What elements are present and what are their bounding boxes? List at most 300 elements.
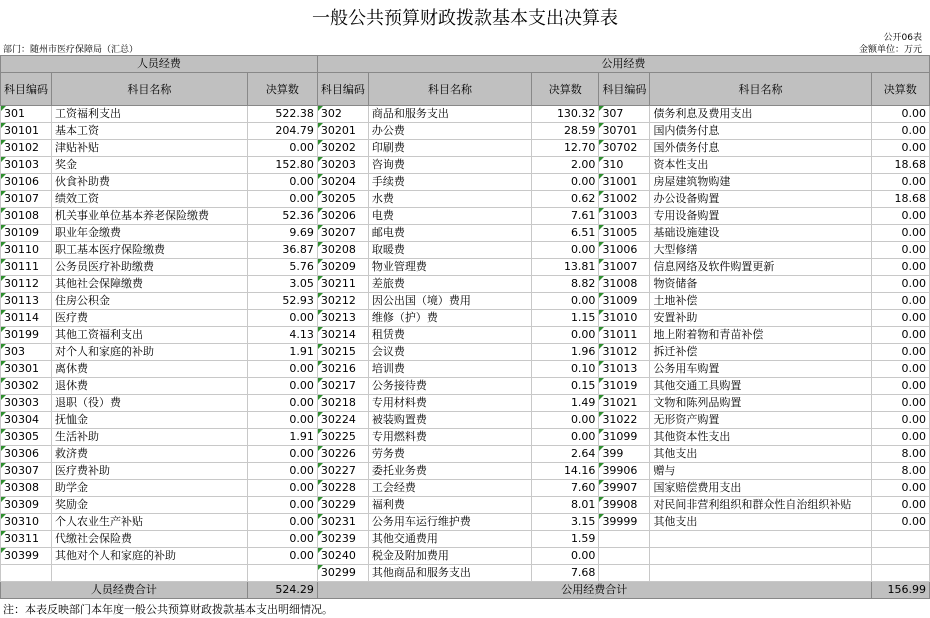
subject-code-cell: 30303 (1, 395, 52, 412)
header-code: 科目编码 (599, 73, 650, 106)
amount-cell: 0.00 (247, 140, 317, 157)
amount-cell: 4.13 (247, 327, 317, 344)
table-row (1, 293, 930, 310)
amount-cell: 1.59 (532, 531, 599, 548)
subject-name-cell: 职业年金缴费 (52, 225, 248, 242)
amount-cell: 0.00 (532, 242, 599, 259)
subject-code-cell: 30226 (317, 446, 368, 463)
subject-name-cell: 医疗费 (52, 310, 248, 327)
subject-code-cell: 30199 (1, 327, 52, 344)
subject-code-cell: 31001 (599, 174, 650, 191)
subject-code-cell: 30110 (1, 242, 52, 259)
group-public: 公用经费 (317, 56, 929, 73)
subject-code-cell: 30107 (1, 191, 52, 208)
subject-name-cell: 伙食补助费 (52, 174, 248, 191)
subject-code-cell: 30204 (317, 174, 368, 191)
amount-cell: 13.81 (532, 259, 599, 276)
amount-cell: 0.00 (247, 514, 317, 531)
subject-name-cell: 大型修缮 (650, 242, 871, 259)
subject-code-cell: 30311 (1, 531, 52, 548)
amount-cell: 0.00 (871, 293, 929, 310)
subject-name-cell: 福利费 (368, 497, 531, 514)
subject-code-cell: 31002 (599, 191, 650, 208)
subject-name-cell: 专用材料费 (368, 395, 531, 412)
table-row (1, 565, 930, 582)
subject-name-cell: 信息网络及软件购置更新 (650, 259, 871, 276)
subject-code-cell: 30227 (317, 463, 368, 480)
subject-name-cell: 住房公积金 (52, 293, 248, 310)
subject-code-cell: 39999 (599, 514, 650, 531)
subject-code-cell: 31010 (599, 310, 650, 327)
subject-code-cell: 30202 (317, 140, 368, 157)
subject-name-cell: 房屋建筑物购建 (650, 174, 871, 191)
amount-cell (871, 531, 929, 548)
subject-code-cell: 30109 (1, 225, 52, 242)
subject-code-cell: 30304 (1, 412, 52, 429)
subject-code-cell: 30301 (1, 361, 52, 378)
table-row (1, 174, 930, 191)
subject-code-cell: 302 (317, 106, 368, 123)
amount-cell: 1.49 (532, 395, 599, 412)
subject-name-cell: 奖金 (52, 157, 248, 174)
public-total-value: 156.99 (871, 582, 929, 599)
table-row (1, 225, 930, 242)
subject-name-cell: 其他交通工具购置 (650, 378, 871, 395)
subject-code-cell: 30214 (317, 327, 368, 344)
subject-code-cell: 30216 (317, 361, 368, 378)
table-row (1, 259, 930, 276)
amount-cell: 0.00 (247, 361, 317, 378)
amount-cell: 3.05 (247, 276, 317, 293)
subject-code-cell: 301 (1, 106, 52, 123)
subject-code-cell: 30240 (317, 548, 368, 565)
amount-cell: 0.00 (532, 412, 599, 429)
table-row (1, 157, 930, 174)
table-row (1, 514, 930, 531)
subject-code-cell: 30308 (1, 480, 52, 497)
subject-code-cell: 30203 (317, 157, 368, 174)
table-row (1, 531, 930, 548)
subject-name-cell: 退职（役）费 (52, 395, 248, 412)
subject-name-cell: 医疗费补助 (52, 463, 248, 480)
subject-code-cell: 30299 (317, 565, 368, 582)
amount-cell: 0.00 (871, 310, 929, 327)
subject-code-cell: 31009 (599, 293, 650, 310)
subject-name-cell: 职工基本医疗保险缴费 (52, 242, 248, 259)
subject-code-cell (1, 565, 52, 582)
amount-cell: 5.76 (247, 259, 317, 276)
amount-cell: 0.00 (871, 514, 929, 531)
amount-cell: 8.00 (871, 463, 929, 480)
subject-code-cell: 30108 (1, 208, 52, 225)
subject-name-cell: 安置补助 (650, 310, 871, 327)
subject-code-cell: 31011 (599, 327, 650, 344)
subject-name-cell (650, 548, 871, 565)
subject-code-cell: 303 (1, 344, 52, 361)
table-row (1, 361, 930, 378)
amount-cell: 0.00 (247, 463, 317, 480)
subject-name-cell: 物业管理费 (368, 259, 531, 276)
amount-cell: 0.00 (871, 412, 929, 429)
amount-cell (247, 565, 317, 582)
subject-name-cell: 电费 (368, 208, 531, 225)
subject-code-cell: 39907 (599, 480, 650, 497)
subject-code-cell: 399 (599, 446, 650, 463)
header-amount: 决算数 (532, 73, 599, 106)
amount-cell: 6.51 (532, 225, 599, 242)
subject-name-cell: 基本工资 (52, 123, 248, 140)
subject-name-cell (650, 531, 871, 548)
table-row (1, 327, 930, 344)
subject-name-cell: 印刷费 (368, 140, 531, 157)
amount-cell: 0.00 (871, 208, 929, 225)
subject-name-cell: 取暖费 (368, 242, 531, 259)
amount-cell: 1.15 (532, 310, 599, 327)
subject-name-cell: 文物和陈列品购置 (650, 395, 871, 412)
amount-cell: 0.00 (871, 276, 929, 293)
subject-name-cell: 税金及附加费用 (368, 548, 531, 565)
subject-code-cell (599, 565, 650, 582)
amount-cell: 1.96 (532, 344, 599, 361)
amount-cell: 0.00 (871, 344, 929, 361)
header-code: 科目编码 (1, 73, 52, 106)
subject-code-cell: 31099 (599, 429, 650, 446)
subject-code-cell: 30212 (317, 293, 368, 310)
header-amount: 决算数 (247, 73, 317, 106)
subject-code-cell: 30112 (1, 276, 52, 293)
subject-name-cell: 机关事业单位基本养老保险缴费 (52, 208, 248, 225)
subject-code-cell: 31007 (599, 259, 650, 276)
subject-name-cell: 抚恤金 (52, 412, 248, 429)
report-title: 一般公共预算财政拨款基本支出决算表 (312, 8, 618, 29)
subject-code-cell: 30225 (317, 429, 368, 446)
subject-name-cell: 公务接待费 (368, 378, 531, 395)
subject-code-cell: 30701 (599, 123, 650, 140)
table-row (1, 123, 930, 140)
amount-cell: 0.00 (871, 378, 929, 395)
table-row (1, 412, 930, 429)
amount-cell: 8.00 (871, 446, 929, 463)
amount-cell: 0.00 (532, 327, 599, 344)
subject-code-cell: 39908 (599, 497, 650, 514)
subject-name-cell: 土地补偿 (650, 293, 871, 310)
table-row (1, 548, 930, 565)
subject-code-cell: 30307 (1, 463, 52, 480)
amount-cell: 7.61 (532, 208, 599, 225)
personnel-total-value: 524.29 (247, 582, 317, 599)
subject-name-cell: 工会经费 (368, 480, 531, 497)
amount-cell: 36.87 (247, 242, 317, 259)
subject-name-cell: 培训费 (368, 361, 531, 378)
amount-cell: 0.00 (532, 548, 599, 565)
amount-cell: 8.82 (532, 276, 599, 293)
subject-code-cell: 30231 (317, 514, 368, 531)
subject-name-cell: 对个人和家庭的补助 (52, 344, 248, 361)
amount-cell: 0.00 (871, 429, 929, 446)
table-row (1, 378, 930, 395)
table-row (1, 446, 930, 463)
amount-cell: 14.16 (532, 463, 599, 480)
subject-code-cell: 31008 (599, 276, 650, 293)
amount-cell: 8.01 (532, 497, 599, 514)
subject-name-cell (650, 565, 871, 582)
subject-name-cell: 资本性支出 (650, 157, 871, 174)
subject-name-cell: 办公费 (368, 123, 531, 140)
amount-cell: 0.00 (247, 395, 317, 412)
amount-cell: 0.00 (871, 123, 929, 140)
subject-code-cell (599, 531, 650, 548)
subject-code-cell: 31013 (599, 361, 650, 378)
subject-name-cell: 商品和服务支出 (368, 106, 531, 123)
subject-code-cell: 30224 (317, 412, 368, 429)
subject-name-cell: 因公出国（境）费用 (368, 293, 531, 310)
table-row (1, 106, 930, 123)
amount-cell: 3.15 (532, 514, 599, 531)
amount-cell: 0.00 (247, 174, 317, 191)
subject-name-cell: 办公设备购置 (650, 191, 871, 208)
amount-cell: 7.60 (532, 480, 599, 497)
subject-name-cell: 其他交通费用 (368, 531, 531, 548)
subject-name-cell: 邮电费 (368, 225, 531, 242)
amount-cell: 130.32 (532, 106, 599, 123)
table-row (1, 463, 930, 480)
subject-code-cell: 30229 (317, 497, 368, 514)
subject-code-cell: 30305 (1, 429, 52, 446)
amount-cell: 7.68 (532, 565, 599, 582)
subject-name-cell: 专用燃料费 (368, 429, 531, 446)
subject-name-cell: 个人农业生产补贴 (52, 514, 248, 531)
amount-cell: 0.00 (871, 480, 929, 497)
subject-code-cell: 307 (599, 106, 650, 123)
subject-name-cell: 工资福利支出 (52, 106, 248, 123)
subject-code-cell: 30217 (317, 378, 368, 395)
unit-label: 金额单位：万元 (858, 45, 922, 55)
subject-name-cell: 其他社会保障缴费 (52, 276, 248, 293)
subject-name-cell: 手续费 (368, 174, 531, 191)
table-row (1, 276, 930, 293)
footnote: 注：本表反映部门本年度一般公共预算财政拨款基本支出明细情况。 (3, 603, 333, 616)
subject-code-cell: 30206 (317, 208, 368, 225)
amount-cell: 0.00 (247, 191, 317, 208)
subject-name-cell: 津贴补贴 (52, 140, 248, 157)
amount-cell: 9.69 (247, 225, 317, 242)
subject-code-cell: 31006 (599, 242, 650, 259)
amount-cell: 0.00 (247, 310, 317, 327)
amount-cell: 0.00 (247, 497, 317, 514)
table-row (1, 191, 930, 208)
subject-name-cell: 委托业务费 (368, 463, 531, 480)
subject-name-cell: 助学金 (52, 480, 248, 497)
amount-cell: 152.80 (247, 157, 317, 174)
header-name: 科目名称 (52, 73, 248, 106)
public-total-label: 公用经费合计 (317, 582, 871, 599)
subject-name-cell: 其他支出 (650, 446, 871, 463)
amount-cell: 0.00 (532, 293, 599, 310)
subject-code-cell: 30209 (317, 259, 368, 276)
subject-code-cell: 39906 (599, 463, 650, 480)
subject-name-cell: 公务员医疗补助缴费 (52, 259, 248, 276)
amount-cell: 0.00 (871, 174, 929, 191)
subject-code-cell: 31003 (599, 208, 650, 225)
amount-cell: 0.10 (532, 361, 599, 378)
amount-cell: 12.70 (532, 140, 599, 157)
personnel-total-label: 人员经费合计 (1, 582, 248, 599)
subject-code-cell: 30111 (1, 259, 52, 276)
subject-name-cell: 生活补助 (52, 429, 248, 446)
amount-cell: 28.59 (532, 123, 599, 140)
amount-cell: 0.00 (532, 429, 599, 446)
table-row (1, 429, 930, 446)
subject-code-cell: 30218 (317, 395, 368, 412)
amount-cell: 1.91 (247, 344, 317, 361)
subject-code-cell: 30310 (1, 514, 52, 531)
subject-code-cell: 30201 (317, 123, 368, 140)
table-row (1, 395, 930, 412)
subject-name-cell: 维修（护）费 (368, 310, 531, 327)
amount-cell: 18.68 (871, 191, 929, 208)
subject-name-cell: 拆迁补偿 (650, 344, 871, 361)
subject-name-cell: 公务用车购置 (650, 361, 871, 378)
header-name: 科目名称 (368, 73, 531, 106)
subject-name-cell: 租赁费 (368, 327, 531, 344)
subject-name-cell: 绩效工资 (52, 191, 248, 208)
header-name: 科目名称 (650, 73, 871, 106)
subject-code-cell: 30106 (1, 174, 52, 191)
subject-name-cell: 公务用车运行维护费 (368, 514, 531, 531)
amount-cell: 2.64 (532, 446, 599, 463)
table-row (1, 344, 930, 361)
subject-name-cell: 奖励金 (52, 497, 248, 514)
header-amount: 决算数 (871, 73, 929, 106)
subject-name-cell: 其他工资福利支出 (52, 327, 248, 344)
subject-name-cell: 对民间非营利组织和群众性自治组织补贴 (650, 497, 871, 514)
subject-code-cell: 30309 (1, 497, 52, 514)
amount-cell: 0.00 (871, 259, 929, 276)
amount-cell: 0.62 (532, 191, 599, 208)
amount-cell: 0.00 (871, 327, 929, 344)
amount-cell: 18.68 (871, 157, 929, 174)
subject-name-cell: 被装购置费 (368, 412, 531, 429)
amount-cell: 0.15 (532, 378, 599, 395)
subject-code-cell: 30207 (317, 225, 368, 242)
expenditure-table (0, 55, 930, 599)
subject-code-cell: 30228 (317, 480, 368, 497)
subject-code-cell: 30302 (1, 378, 52, 395)
subject-code-cell: 31005 (599, 225, 650, 242)
subject-code-cell: 31019 (599, 378, 650, 395)
amount-cell: 52.36 (247, 208, 317, 225)
subject-name-cell: 救济费 (52, 446, 248, 463)
subject-name-cell: 专用设备购置 (650, 208, 871, 225)
amount-cell: 2.00 (532, 157, 599, 174)
department-label: 部门：随州市医疗保障局（汇总） (3, 45, 139, 55)
amount-cell: 0.00 (247, 531, 317, 548)
subject-code-cell: 30215 (317, 344, 368, 361)
header-code: 科目编码 (317, 73, 368, 106)
subject-code-cell: 30101 (1, 123, 52, 140)
amount-cell (871, 565, 929, 582)
table-row (1, 480, 930, 497)
table-row (1, 208, 930, 225)
amount-cell: 0.00 (871, 361, 929, 378)
subject-name-cell: 其他支出 (650, 514, 871, 531)
subject-code-cell: 30205 (317, 191, 368, 208)
subject-code-cell: 30213 (317, 310, 368, 327)
amount-cell (871, 548, 929, 565)
subject-name-cell: 国外债务付息 (650, 140, 871, 157)
amount-cell: 0.00 (247, 412, 317, 429)
subject-name-cell: 地上附着物和青苗补偿 (650, 327, 871, 344)
subject-name-cell: 国家赔偿费用支出 (650, 480, 871, 497)
subject-name-cell: 其他商品和服务支出 (368, 565, 531, 582)
amount-cell: 0.00 (871, 395, 929, 412)
amount-cell: 0.00 (247, 548, 317, 565)
table-row (1, 140, 930, 157)
amount-cell: 0.00 (247, 378, 317, 395)
subject-name-cell: 物资储备 (650, 276, 871, 293)
subject-name-cell: 基础设施建设 (650, 225, 871, 242)
amount-cell: 204.79 (247, 123, 317, 140)
subject-name-cell: 无形资产购置 (650, 412, 871, 429)
subject-name-cell: 国内债务付息 (650, 123, 871, 140)
table-row (1, 310, 930, 327)
subject-name-cell: 离休费 (52, 361, 248, 378)
subject-name-cell: 赠与 (650, 463, 871, 480)
subject-name-cell (52, 565, 248, 582)
subject-code-cell (599, 548, 650, 565)
amount-cell: 0.00 (871, 106, 929, 123)
subject-name-cell: 其他对个人和家庭的补助 (52, 548, 248, 565)
subject-name-cell: 会议费 (368, 344, 531, 361)
subject-code-cell: 30702 (599, 140, 650, 157)
amount-cell: 0.00 (532, 174, 599, 191)
subject-code-cell: 30103 (1, 157, 52, 174)
subject-code-cell: 30208 (317, 242, 368, 259)
subject-code-cell: 30306 (1, 446, 52, 463)
subject-code-cell: 31021 (599, 395, 650, 412)
subject-code-cell: 30239 (317, 531, 368, 548)
subject-name-cell: 劳务费 (368, 446, 531, 463)
subject-name-cell: 咨询费 (368, 157, 531, 174)
subject-name-cell: 差旅费 (368, 276, 531, 293)
subject-code-cell: 30113 (1, 293, 52, 310)
amount-cell: 0.00 (871, 497, 929, 514)
subject-name-cell: 代缴社会保险费 (52, 531, 248, 548)
subject-name-cell: 退休费 (52, 378, 248, 395)
amount-cell: 522.38 (247, 106, 317, 123)
table-row (1, 242, 930, 259)
subject-code-cell: 30102 (1, 140, 52, 157)
subject-code-cell: 310 (599, 157, 650, 174)
amount-cell: 52.93 (247, 293, 317, 310)
table-row (1, 497, 930, 514)
subject-code-cell: 31012 (599, 344, 650, 361)
form-code: 公开06表 (883, 33, 922, 43)
amount-cell: 1.91 (247, 429, 317, 446)
amount-cell: 0.00 (247, 446, 317, 463)
subject-code-cell: 30399 (1, 548, 52, 565)
subject-code-cell: 30114 (1, 310, 52, 327)
amount-cell: 0.00 (871, 140, 929, 157)
amount-cell: 0.00 (871, 225, 929, 242)
subject-name-cell: 债务利息及费用支出 (650, 106, 871, 123)
subject-code-cell: 31022 (599, 412, 650, 429)
subject-code-cell: 30211 (317, 276, 368, 293)
subject-name-cell: 水费 (368, 191, 531, 208)
amount-cell: 0.00 (247, 480, 317, 497)
subject-name-cell: 其他资本性支出 (650, 429, 871, 446)
group-personnel: 人员经费 (1, 56, 318, 73)
